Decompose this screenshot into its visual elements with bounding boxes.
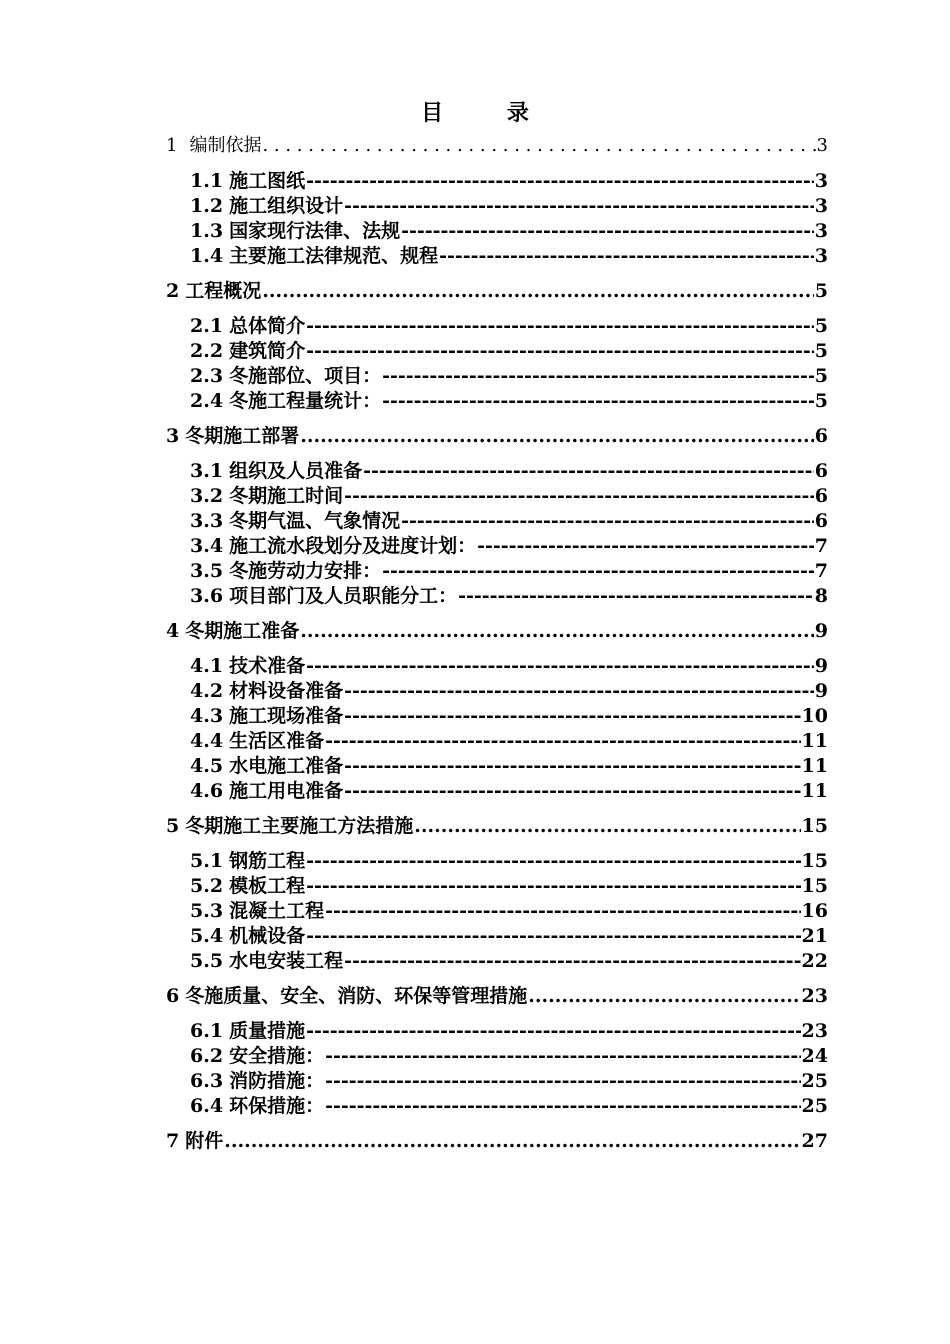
toc-leader	[344, 754, 800, 778]
toc-subentry[interactable]	[190, 1069, 828, 1093]
toc-leader	[306, 874, 800, 898]
toc-entry-label	[190, 459, 362, 483]
toc-page-number: 6	[814, 460, 828, 482]
toc-entry-label	[190, 534, 476, 558]
toc-entry[interactable]	[166, 619, 828, 643]
toc-page-number: 15	[801, 875, 828, 897]
toc-page-number: 3	[814, 195, 828, 217]
toc-entry-number: 5.2	[190, 875, 224, 897]
toc-page-number: 9	[814, 680, 828, 702]
toc-entry[interactable]	[166, 279, 828, 303]
toc-entry-text: 模板工程	[229, 875, 306, 897]
toc-page-number: 27	[801, 1130, 828, 1152]
toc-leader	[528, 984, 800, 1008]
toc-entry-label	[190, 364, 381, 388]
toc-leader	[306, 849, 800, 873]
toc-subentry[interactable]	[190, 654, 828, 678]
toc-page-number: 6	[814, 485, 828, 507]
toc-page-number: 7	[814, 560, 828, 582]
toc-entry-label	[190, 654, 305, 678]
toc-page-number: 9	[814, 655, 828, 677]
toc-subentry[interactable]	[190, 1044, 828, 1068]
toc-entry[interactable]	[166, 424, 828, 448]
toc-leader	[325, 1094, 800, 1118]
toc-entry-number: 3.6	[190, 585, 224, 607]
toc-entry-text: 安全措施：	[229, 1045, 325, 1067]
toc-page-number: 5	[814, 340, 828, 362]
toc-leader	[363, 459, 814, 483]
toc-subentry[interactable]	[190, 849, 828, 873]
toc-entry-text: 工程概况	[185, 280, 262, 302]
toc-entry-label	[190, 1019, 305, 1043]
toc-page-number: 21	[801, 925, 828, 947]
toc-entry-number: 4.6	[190, 780, 224, 802]
toc-entry-label	[190, 584, 457, 608]
toc-subentry[interactable]	[190, 1094, 828, 1118]
toc-entry-text: 冬期施工时间	[229, 485, 344, 507]
toc-subentry[interactable]	[190, 754, 828, 778]
toc-leader	[262, 134, 815, 158]
toc-entry-label	[190, 389, 381, 413]
toc-entry-number: 3	[166, 425, 180, 447]
toc-page-number: 24	[801, 1045, 828, 1067]
toc-leader	[306, 924, 800, 948]
toc-entry-text: 冬期施工主要施工方法措施	[185, 815, 414, 837]
toc-subentry[interactable]	[190, 584, 828, 608]
toc-entry-text: 施工流水段划分及进度计划：	[229, 535, 477, 557]
toc-entry-label	[166, 279, 261, 303]
toc-entry-number: 4	[166, 620, 180, 642]
toc-page-number: 25	[801, 1095, 828, 1117]
toc-title: 目 录	[421, 100, 557, 126]
toc-subentry[interactable]	[190, 534, 828, 558]
toc-entry-number: 6.1	[190, 1020, 224, 1042]
toc-leader	[344, 779, 800, 803]
toc-entry-label	[190, 874, 305, 898]
toc-entry-text: 冬施劳动力安排：	[229, 560, 382, 582]
toc-entry-label	[190, 754, 343, 778]
toc-entry-label	[190, 219, 400, 243]
toc-entry-label	[190, 484, 343, 508]
toc-page-number: 11	[801, 780, 828, 802]
toc-entry-number: 6.4	[190, 1095, 224, 1117]
toc-entry-text: 环保措施：	[229, 1095, 325, 1117]
toc-page-number: 5	[814, 390, 828, 412]
toc-page-number: 8	[814, 585, 828, 607]
toc-page-number: 9	[814, 620, 828, 642]
toc-entry-text: 建筑简介	[229, 340, 306, 362]
toc-entry-text: 钢筋工程	[229, 850, 306, 872]
toc-leader	[344, 194, 814, 218]
toc-entry-number: 4.1	[190, 655, 224, 677]
toc-entry-text: 项目部门及人员职能分工：	[229, 585, 458, 607]
toc-subentry[interactable]	[190, 559, 828, 583]
toc-subentry[interactable]	[190, 484, 828, 508]
toc-entry-number: 1.2	[190, 195, 224, 217]
toc-entry-number: 5	[166, 815, 180, 837]
toc-leader	[382, 364, 814, 388]
toc-entry-text: 生活区准备	[229, 730, 325, 752]
toc-leader	[477, 534, 814, 558]
toc-leader	[262, 279, 814, 303]
toc-subentry[interactable]	[190, 679, 828, 703]
toc-entry-number: 3.3	[190, 510, 224, 532]
toc-entry[interactable]	[166, 134, 828, 158]
toc-entry-number: 5.1	[190, 850, 224, 872]
toc-entry-label	[190, 314, 305, 338]
toc-leader	[224, 1129, 800, 1153]
toc-subentry[interactable]	[190, 949, 828, 973]
toc-page-number: 5	[814, 315, 828, 337]
toc-entry-number: 2.2	[190, 340, 224, 362]
toc-entry-text: 组织及人员准备	[229, 460, 363, 482]
toc-page-number: 10	[801, 705, 828, 727]
toc-leader	[306, 1019, 800, 1043]
toc-entry-text: 冬施部位、项目：	[229, 365, 382, 387]
toc-page-number: 3	[814, 170, 828, 192]
toc-subentry[interactable]	[190, 244, 828, 268]
toc-subentry[interactable]	[190, 874, 828, 898]
toc-entry-text: 施工用电准备	[229, 780, 344, 802]
toc-entry-text: 水电安装工程	[229, 950, 344, 972]
toc-entry-text: 冬期施工准备	[185, 620, 300, 642]
toc-entry-label	[190, 779, 343, 803]
toc-entry-number: 7	[166, 1130, 180, 1152]
toc-entry-text: 技术准备	[229, 655, 306, 677]
toc-entry-label	[190, 509, 400, 533]
toc-page-number: 23	[801, 1020, 828, 1042]
toc-leader	[344, 484, 814, 508]
toc-subentry[interactable]	[190, 194, 828, 218]
toc-entry-text: 冬施质量、安全、消防、环保等管理措施	[185, 985, 528, 1007]
toc-entry-label	[190, 339, 305, 363]
toc-entry-number: 6	[166, 985, 180, 1007]
toc-entry-number: 2.3	[190, 365, 224, 387]
toc-entry-text: 机械设备	[229, 925, 306, 947]
toc-entry-label	[166, 1129, 223, 1153]
toc-entry-number: 3.5	[190, 560, 224, 582]
toc-page-number: 6	[814, 510, 828, 532]
toc-entry-text: 水电施工准备	[229, 755, 344, 777]
toc-leader	[325, 1044, 800, 1068]
toc-leader	[306, 339, 814, 363]
toc-subentry[interactable]	[190, 364, 828, 388]
toc-entry-label	[166, 984, 527, 1008]
toc-entry-text: 附件	[185, 1130, 224, 1152]
toc-page-number: 15	[801, 850, 828, 872]
toc-entry-label	[190, 1044, 324, 1068]
toc-page-number: 11	[801, 755, 828, 777]
toc-entry-text: 混凝土工程	[229, 900, 325, 922]
toc-page-number: 3	[814, 220, 828, 242]
toc-entry-label	[166, 134, 261, 158]
toc-page-number: 5	[814, 280, 828, 302]
toc-leader	[401, 219, 814, 243]
toc-entry-label	[166, 424, 299, 448]
toc-entry-number: 2	[166, 280, 180, 302]
toc-page-number: 16	[801, 900, 828, 922]
toc-subentry[interactable]	[190, 899, 828, 923]
toc-entry-number: 5.5	[190, 950, 224, 972]
toc-entry-label	[190, 1069, 324, 1093]
toc-entry-number: 3.1	[190, 460, 224, 482]
toc-entry-number: 1	[166, 135, 178, 156]
toc-subentry[interactable]	[190, 459, 828, 483]
toc-entry-text: 施工图纸	[229, 170, 306, 192]
toc-leader	[344, 949, 800, 973]
toc-entry-number: 5.4	[190, 925, 224, 947]
toc-leader	[300, 424, 814, 448]
toc-leader	[306, 169, 814, 193]
toc-subentry[interactable]	[190, 219, 828, 243]
toc-entry-number: 1.1	[190, 170, 224, 192]
toc-entry-label	[190, 194, 343, 218]
toc-subentry[interactable]	[190, 389, 828, 413]
toc-entry-number: 6.3	[190, 1070, 224, 1092]
toc-leader	[344, 679, 814, 703]
toc-page-number: 6	[814, 425, 828, 447]
toc-entry-text: 消防措施：	[229, 1070, 325, 1092]
toc-subentry[interactable]	[190, 314, 828, 338]
toc-entry[interactable]	[166, 984, 828, 1008]
toc-entry-label	[190, 679, 343, 703]
toc-page-number: 15	[801, 815, 828, 837]
toc-entry-text: 冬施工程量统计：	[229, 390, 382, 412]
toc-entry-label	[166, 814, 413, 838]
toc-leader	[306, 314, 814, 338]
toc-entry-number: 4.2	[190, 680, 224, 702]
toc-subentry[interactable]	[190, 779, 828, 803]
toc-entry-label	[166, 619, 299, 643]
toc-entry-text: 冬期施工部署	[185, 425, 300, 447]
toc-entry-label	[190, 949, 343, 973]
toc-leader	[414, 814, 800, 838]
toc-entry-label	[190, 924, 305, 948]
toc-entry-text: 施工组织设计	[229, 195, 344, 217]
toc-entry-label	[190, 704, 343, 728]
toc-entry-label	[190, 244, 438, 268]
toc-leader	[306, 654, 814, 678]
toc-subentry[interactable]	[190, 924, 828, 948]
toc-entry[interactable]	[166, 1129, 828, 1153]
toc-subentry[interactable]	[190, 509, 828, 533]
toc-page-number: 22	[801, 950, 828, 972]
toc-subentry[interactable]	[190, 339, 828, 363]
toc-leader	[401, 509, 814, 533]
toc-page-number: 7	[814, 535, 828, 557]
toc-entry-label	[190, 169, 305, 193]
toc-subentry[interactable]	[190, 1019, 828, 1043]
toc-page-number: 3	[814, 245, 828, 267]
toc-page-number: 3	[816, 135, 828, 156]
toc-entry-text: 主要施工法律规范、规程	[229, 245, 439, 267]
toc-page-number: 23	[801, 985, 828, 1007]
toc-entry-number: 4.5	[190, 755, 224, 777]
toc-entry-number: 6.2	[190, 1045, 224, 1067]
toc-leader	[325, 899, 800, 923]
toc-entry-text: 质量措施	[229, 1020, 306, 1042]
toc-entry[interactable]	[166, 814, 828, 838]
toc-entry-text: 国家现行法律、法规	[229, 220, 401, 242]
toc-page-number: 11	[801, 730, 828, 752]
toc-entry-number: 2.1	[190, 315, 224, 337]
toc-entry-number: 5.3	[190, 900, 224, 922]
toc-entry-text: 材料设备准备	[229, 680, 344, 702]
toc-leader	[458, 584, 814, 608]
toc-entry-text: 编制依据	[189, 135, 262, 156]
toc-leader	[382, 389, 814, 413]
toc-leader	[300, 619, 814, 643]
toc-entry-number: 1.4	[190, 245, 224, 267]
toc-subentry[interactable]	[190, 169, 828, 193]
toc-entry-number: 3.4	[190, 535, 224, 557]
toc-entry-number: 1.3	[190, 220, 224, 242]
toc-entry-number: 2.4	[190, 390, 224, 412]
toc-leader	[344, 704, 800, 728]
toc-entry-label	[190, 729, 324, 753]
toc-entry-text: 总体简介	[229, 315, 306, 337]
toc-leader	[325, 1069, 800, 1093]
toc-entry-text: 施工现场准备	[229, 705, 344, 727]
toc-leader	[439, 244, 814, 268]
toc-leader	[325, 729, 800, 753]
toc-entry-number: 4.4	[190, 730, 224, 752]
toc-subentry[interactable]	[190, 729, 828, 753]
toc-subentry[interactable]	[190, 704, 828, 728]
toc-leader	[382, 559, 814, 583]
toc-entry-label	[190, 559, 381, 583]
toc-page-number: 5	[814, 365, 828, 387]
toc-entry-text: 冬期气温、气象情况	[229, 510, 401, 532]
toc-entry-label	[190, 849, 305, 873]
toc-entry-number: 4.3	[190, 705, 224, 727]
toc-entry-label	[190, 899, 324, 923]
toc-entry-number: 3.2	[190, 485, 224, 507]
toc-entry-label	[190, 1094, 324, 1118]
toc-page-number: 25	[801, 1070, 828, 1092]
